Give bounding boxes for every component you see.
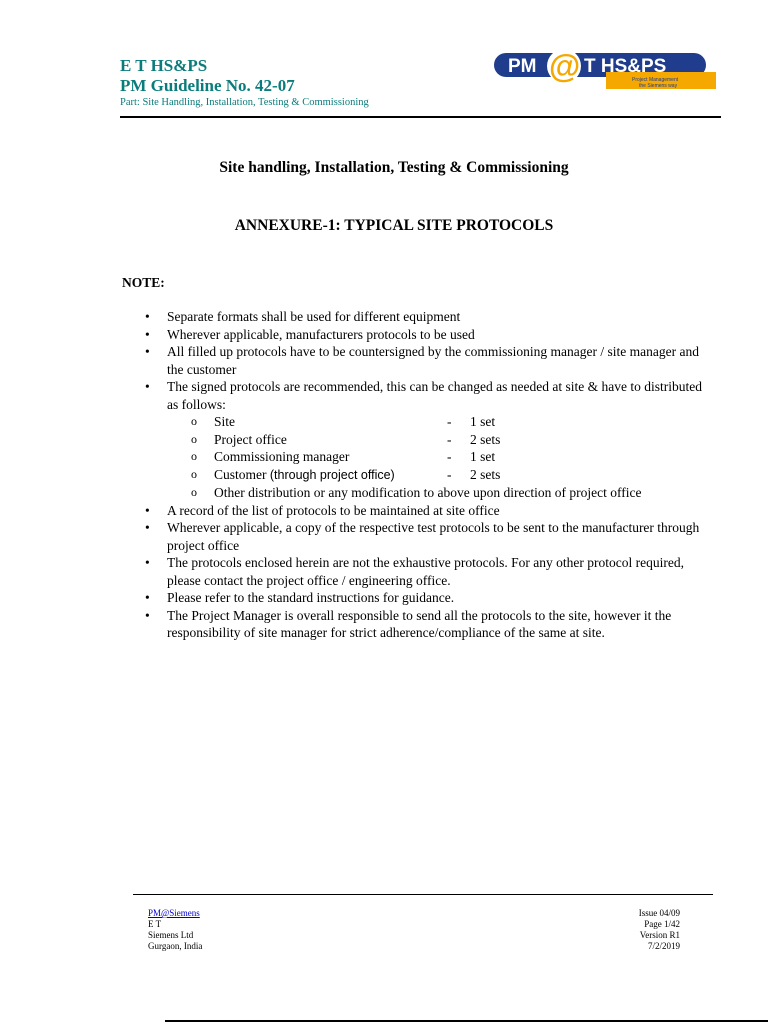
logo-pm: PM bbox=[508, 56, 537, 77]
note-bullet-list bbox=[145, 308, 713, 642]
circle-bullet-icon: o bbox=[191, 431, 197, 446]
list-item: • The signed protocols are recommended, this can be changed as needed at site & have to distributed as follows: bbox=[145, 379, 702, 412]
bullet-icon: • bbox=[145, 379, 150, 394]
logo-at: @ bbox=[549, 50, 581, 84]
logo-tagline-1: Project Management bbox=[632, 77, 679, 83]
bullet-icon: • bbox=[145, 502, 150, 518]
document-title: Site handling, Installation, Testing & Commissioning bbox=[219, 159, 569, 176]
bullet-icon: • bbox=[145, 555, 150, 570]
bullet-icon: • bbox=[145, 326, 150, 342]
header-department: E T HS&PS bbox=[120, 56, 208, 75]
list-item: • Wherever applicable, a copy of the respective test protocols to be sent to the manufacturer through project office bbox=[145, 520, 700, 553]
list-item: • Wherever applicable, manufacturers protocols to be used bbox=[145, 326, 475, 342]
footer-version: Version R1 bbox=[639, 930, 680, 940]
bullet-icon: • bbox=[145, 520, 150, 535]
pm-at-hsps-logo bbox=[494, 50, 716, 90]
bullet-icon: • bbox=[145, 344, 150, 359]
annexure-title: ANNEXURE-1: TYPICAL SITE PROTOCOLS bbox=[234, 217, 554, 234]
header-part: Part: Site Handling, Installation, Testing & Commissioning bbox=[120, 97, 369, 108]
footer-company: Siemens Ltd bbox=[148, 930, 194, 940]
distribution-item: o Project office - 2 sets bbox=[191, 431, 501, 447]
footer-issue: Issue 04/09 bbox=[638, 908, 680, 918]
list-item: • Please refer to the standard instructions for guidance. bbox=[145, 590, 455, 605]
list-item: • The protocols enclosed herein are not the exhaustive protocols. For any other protocol required, please contact the project office / engineering office. bbox=[145, 555, 684, 588]
list-item: • All filled up protocols have to be countersigned by the commissioning manager / site manager and the customer bbox=[145, 344, 699, 377]
footer-link[interactable]: PM@Siemens bbox=[148, 908, 200, 918]
circle-bullet-icon: o bbox=[191, 449, 197, 463]
logo-ths-ps: T HS&PS bbox=[584, 56, 667, 77]
header-divider bbox=[120, 116, 721, 118]
list-item: • Separate formats shall be used for different equipment bbox=[145, 309, 461, 324]
circle-bullet-icon: o bbox=[191, 466, 197, 481]
footer-page-number: Page 1/42 bbox=[644, 919, 680, 929]
footer-divider bbox=[133, 894, 713, 895]
list-item: • The Project Manager is overall responsible to send all the protocols to the site, however it the responsibility of site manager for strict adherence/compliance of the same at site. bbox=[145, 607, 672, 640]
bullet-icon: • bbox=[145, 607, 150, 623]
footer-right bbox=[560, 908, 680, 952]
distribution-item: o Other distribution or any modification to above upon direction of project office bbox=[191, 485, 642, 500]
circle-bullet-icon: o bbox=[191, 414, 197, 428]
document-header bbox=[120, 56, 369, 110]
bullet-icon: • bbox=[145, 309, 150, 324]
note-label: NOTE: bbox=[122, 275, 165, 290]
header-guideline-number: PM Guideline No. 42-07 bbox=[120, 76, 295, 95]
footer-division: E T bbox=[148, 919, 162, 929]
footer-date: 7/2/2019 bbox=[647, 941, 680, 951]
distribution-item: o Site - 1 set bbox=[191, 414, 496, 429]
logo-tagline-2: the Siemens way bbox=[639, 83, 678, 89]
bullet-icon: • bbox=[145, 590, 150, 605]
footer-location: Gurgaon, India bbox=[148, 941, 203, 951]
list-item: • A record of the list of protocols to be maintained at site office bbox=[145, 502, 500, 518]
distribution-item: o Customer (through project office) - 2 sets bbox=[191, 466, 501, 482]
distribution-item: o Commissioning manager - 1 set bbox=[191, 449, 496, 464]
footer-left bbox=[148, 908, 202, 952]
page-bottom-edge bbox=[165, 1020, 768, 1022]
circle-bullet-icon: o bbox=[191, 485, 197, 499]
